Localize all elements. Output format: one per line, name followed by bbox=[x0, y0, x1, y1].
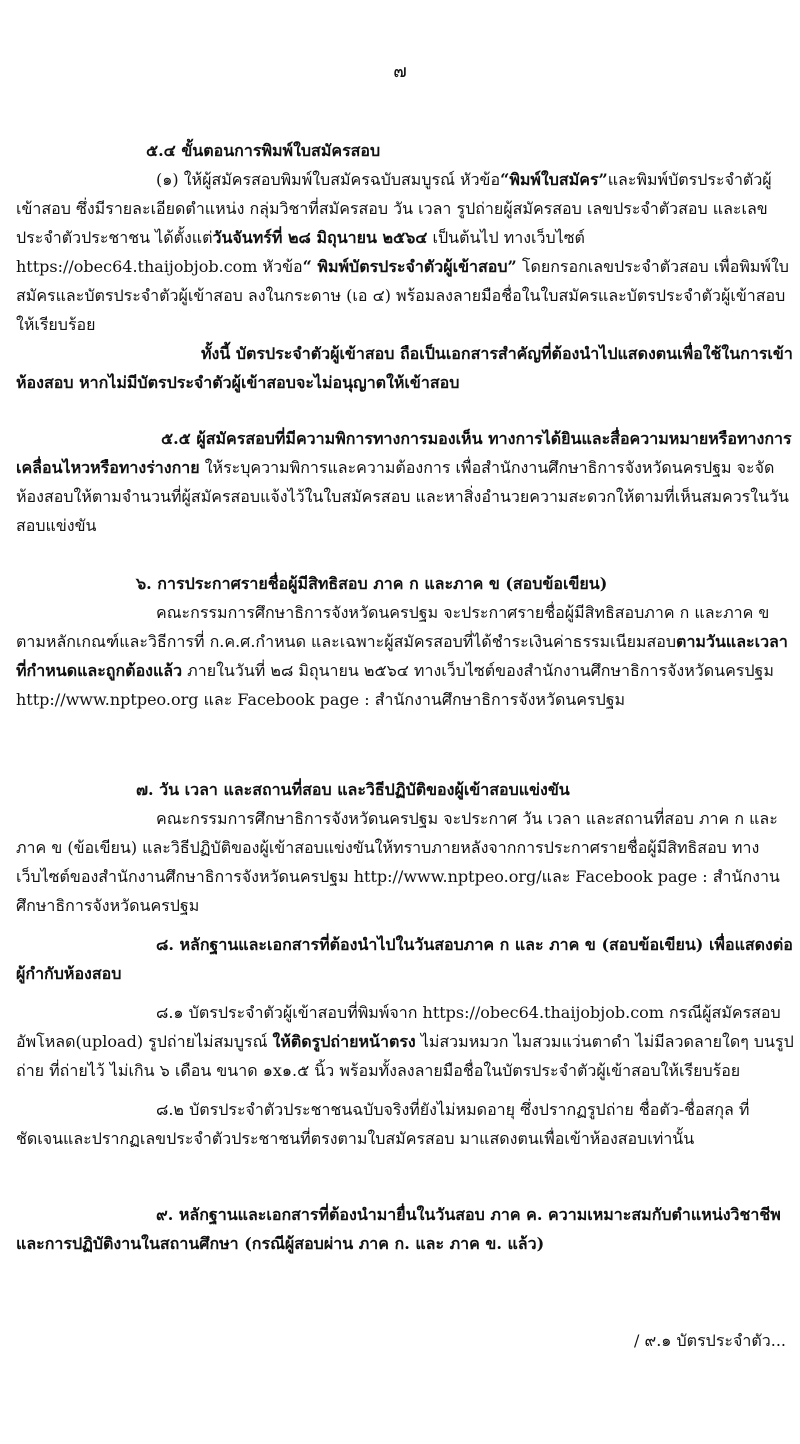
para-text: และพิมพ์บัตรประจำตัวผู้เข้าสอบ ซึ่งมีรายละเอียดตำแหน่ง กลุ่มวิชาที่สมัครสอบ วัน เวลา รูปถ่ายผู้สมัครสอบ เลขประจำตัวสอบ และเลขประจำตัวประชาชน ได้ตั้งแต่ bbox=[16, 170, 772, 247]
section-9-heading: ๙. หลักฐานและเอกสารที่ต้องนำมายื่นในวันสอบ ภาค ค. ความเหมาะสมกับตำแหน่งวิชาชีพ และการปฏิบัติงานในสถานศึกษา (กรณีผู้สอบผ่าน ภาค ก. และ ภาค ข. แล้ว) bbox=[16, 1205, 781, 1253]
para-bold: ๕.๕ ผู้สมัครสอบที่มีความพิการทางการมองเห็น ทางการได้ยินและสื่อความหมายหรือทางการเคลื่อนไหวหรือทางร่างกาย bbox=[16, 429, 792, 477]
section-7-para: คณะกรรมการศึกษาธิการจังหวัดนครปฐม จะประกาศ วัน เวลา และสถานที่สอบ ภาค ก และภาค ข (ข้อเขียน) และวิธีปฏิบัติของผู้เข้าสอบแข่งขันให้ทราบภายหลังจากการประกาศรายชื่อผู้มีสิทธิสอบ ทางเว็บไซต์ของสำนักงานศึกษาธิการจังหวัดนครปฐม http://www.nptpeo.org/และ Facebook page : สำนักงานศึกษาธิการจังหวัดนครปฐม bbox=[16, 809, 780, 915]
para-bold: ให้ติดรูปถ่ายหน้าตรง bbox=[272, 1032, 416, 1051]
section-6-para bbox=[16, 598, 796, 714]
para-text: ๘.๑ บัตรประจำตัวผู้เข้าสอบที่พิมพ์จาก https://obec64.thaijobjob.com กรณีผู้สมัครสอบอัพโหลด(upload) รูปถ่ายไม่สมบูรณ์ bbox=[16, 1003, 781, 1051]
continuation-note: / ๙.๑ บัตรประจำตัว... bbox=[634, 1331, 786, 1350]
para-bold: วันจันทร์ที่ ๒๘ มิถุนายน ๒๕๖๔ bbox=[212, 228, 428, 247]
section-5-4-note: ทั้งนี้ บัตรประจำตัวผู้เข้าสอบ ถือเป็นเอกสารสำคัญที่ต้องนำไปแสดงตนเพื่อใช้ในการเข้าห้องสอบ หากไม่มีบัตรประจำตัวผู้เข้าสอบจะไม่อนุญาตให้เข้าสอบ bbox=[16, 344, 793, 392]
para-text: โดยกรอกเลขประจำตัวสอบ เพื่อพิมพ์ใบสมัครและบัตรประจำตัวผู้เข้าสอบ ลงในกระดาษ (เอ ๔) พร้อมลงลายมือชื่อในใบสมัครและบัตรประจำตัวผู้เข้าสอบให้เรียบร้อย bbox=[16, 257, 789, 334]
section-6 bbox=[16, 569, 796, 714]
section-5-4-heading: ๕.๔ ขั้นตอนการพิมพ์ใบสมัครสอบ bbox=[146, 141, 381, 160]
para-text: (๑) ให้ผู้สมัครสอบพิมพ์ใบสมัครฉบับสมบูรณ์ หัวข้อ bbox=[156, 170, 501, 189]
para-bold: “พิมพ์ใบสมัคร” bbox=[500, 170, 608, 189]
section-8-2: ๘.๒ บัตรประจำตัวประชาชนฉบับจริงที่ยังไม่หมดอายุ ซึ่งปรากฏรูปถ่าย ชื่อตัว-ชื่อสกุล ที่ชัดเจนและปรากฏเลขประจำตัวประชาชนที่ตรงตามใบสมัครสอบ มาแสดงตนเพื่อเข้าห้องสอบเท่านั้น bbox=[16, 1100, 750, 1148]
section-8-1 bbox=[16, 998, 796, 1085]
para-text: ภายในวันที่ ๒๘ มิถุนายน ๒๕๖๔ ทางเว็บไซต์ของสำนักงานศึกษาธิการจังหวัดนครปฐม http://www.nptpeo.org และ Facebook page : สำนักงานศึกษาธิการจังหวัดนครปฐม bbox=[16, 661, 774, 709]
para-text: ให้ระบุความพิการและความต้องการ เพื่อสำนักงานศึกษาธิการจังหวัดนครปฐม จะจัดห้องสอบให้ตามจำนวนที่ผู้สมัครสอบแจ้งไว้ในใบสมัครสอบ และหาสิ่งอำนวยความสะดวกให้ตามที่เห็นสมควรในวันสอบแข่งขัน bbox=[16, 458, 789, 535]
section-5-4-para bbox=[16, 165, 796, 339]
section-5-5 bbox=[16, 424, 796, 540]
page-number: ๗ bbox=[393, 61, 407, 82]
section-5-4 bbox=[16, 136, 796, 397]
section-7-heading: ๗. วัน เวลา และสถานที่สอบ และวิธีปฏิบัติของผู้เข้าสอบแข่งขัน bbox=[136, 780, 570, 799]
para-bold: ตามวันและเวลาที่กำหนดและถูกต้องแล้ว bbox=[16, 632, 788, 680]
section-8-heading: ๘. หลักฐานและเอกสารที่ต้องนำไปในวันสอบภาค ก และ ภาค ข (สอบข้อเขียน) เพื่อแสดงต่อผู้กำกับห้องสอบ bbox=[16, 935, 793, 983]
section-8 bbox=[16, 930, 796, 1153]
section-5-5-para bbox=[16, 424, 796, 540]
section-7 bbox=[16, 775, 796, 920]
section-6-heading: ๖. การประกาศรายชื่อผู้มีสิทธิสอบ ภาค ก และภาค ข (สอบข้อเขียน) bbox=[136, 574, 608, 593]
para-text: เป็นต้นไป ทางเว็บไซต์ https://obec64.thaijobjob.com หัวข้อ bbox=[16, 228, 585, 276]
section-9 bbox=[16, 1200, 796, 1258]
para-text: ไม่สวมหมวก ไมสวมแว่นตาดำ ไม่มีลวดลายใดๆ บนรูปถ่าย ที่ถ่ายไว้ ไม่เกิน ๖ เดือน ขนาด ๑x๑.๕ นิ้ว พร้อมทั้งลงลายมือชื่อในบัตรประจำตัวผู้เข้าสอบให้เรียบร้อย bbox=[16, 1032, 794, 1080]
para-bold: “ พิมพ์บัตรประจำตัวผู้เข้าสอบ” bbox=[302, 257, 517, 276]
para-text: คณะกรรมการศึกษาธิการจังหวัดนครปฐม จะประกาศรายชื่อผู้มีสิทธิสอบภาค ก และภาค ข ตามหลักเกณฑ์และวิธีการที่ ก.ค.ศ.กำหนด และเฉพาะผู้สมัครสอบที่ได้ชำระเงินค่าธรรมเนียมสอบ bbox=[16, 603, 770, 651]
